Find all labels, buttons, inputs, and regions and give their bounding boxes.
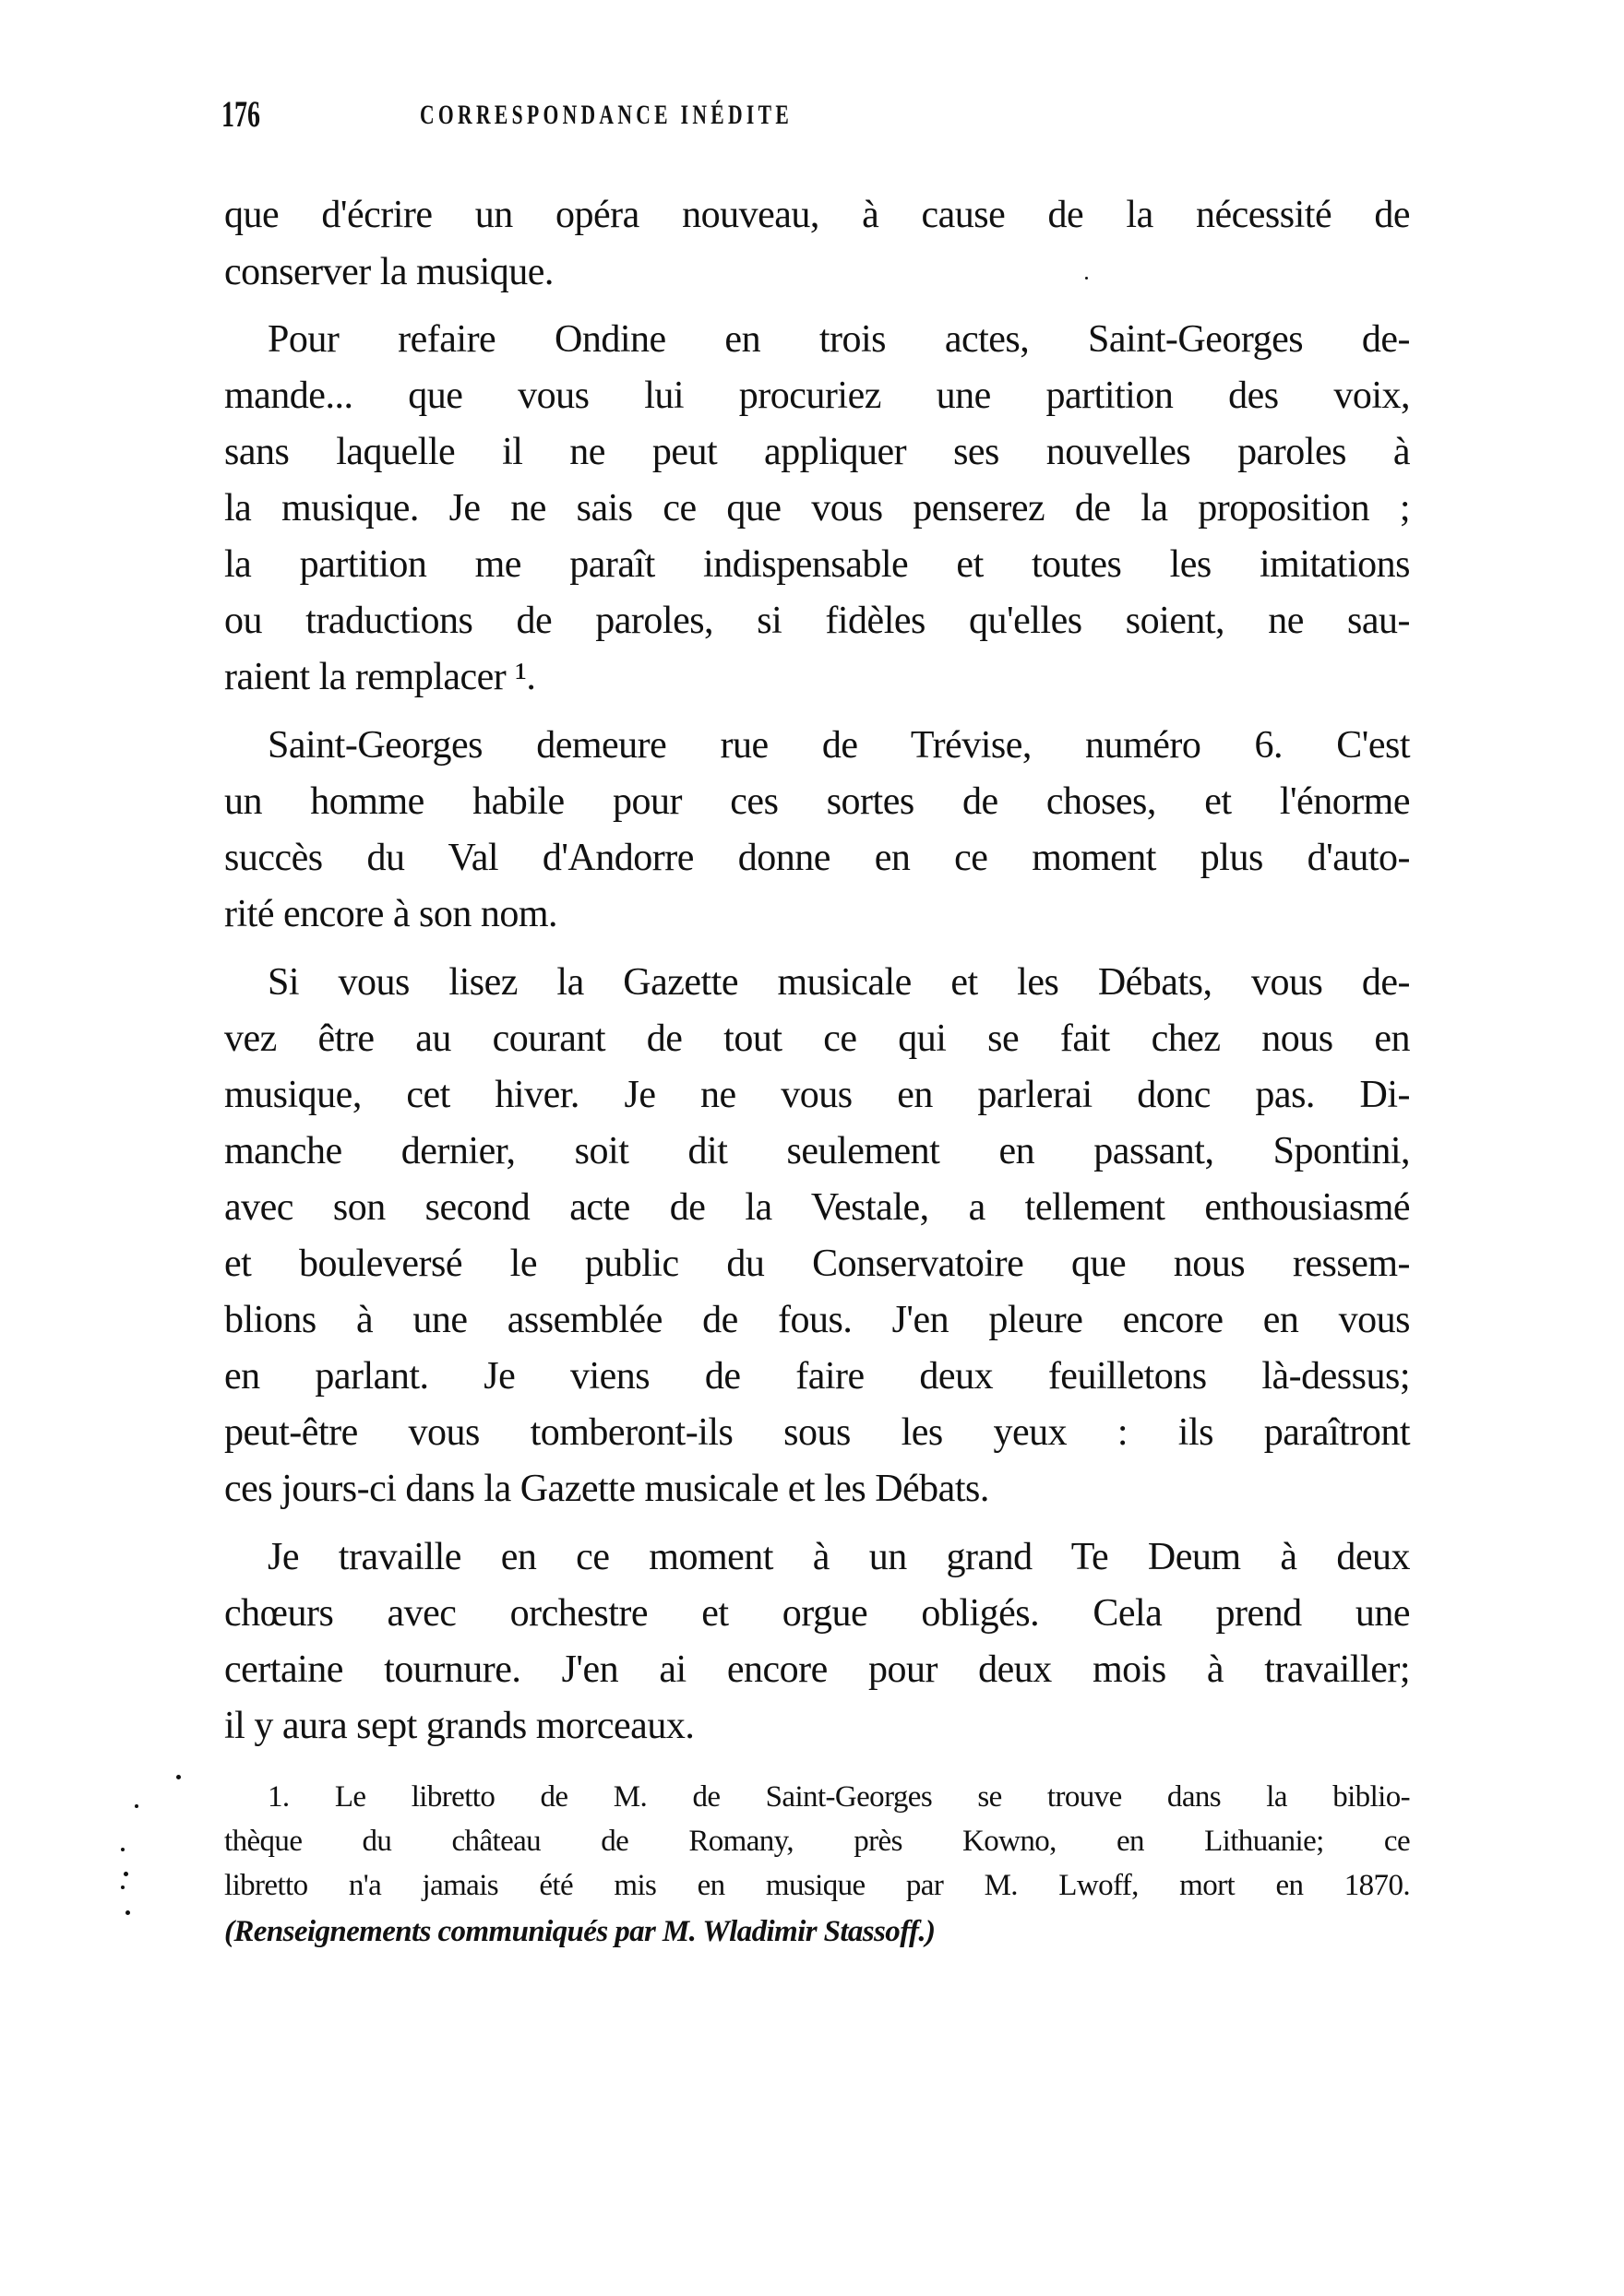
body-line: et bouleversé le public du Conservatoire que nous ressem- [224,1243,1410,1285]
running-header [221,92,1412,138]
body-line: ou traductions de paroles, si fidèles qu'elles soient, ne sau- [224,600,1410,642]
paragraph-first-line: Je travaille en ce moment à un grand Te Deum à deux [268,1536,1410,1578]
body-line: blions à une assemblée de fous. J'en pleure encore en vous [224,1299,1410,1341]
body-line: la partition me paraît indispensable et toutes les imitations [224,543,1410,586]
body-line: manche dernier, soit dit seulement en passant, Spontini, [224,1130,1410,1172]
scan-speck [1085,277,1088,280]
body-line: rité encore à son nom. [224,893,558,935]
body-line: musique, cet hiver. Je ne vous en parlerai donc pas. Di- [224,1074,1410,1116]
footnote-line: (Renseignements communiqués par M. Wladimir Stassoff.) [224,1915,936,1948]
scan-speck [124,1872,128,1876]
body-line: sans laquelle il ne peut appliquer ses nouvelles paroles à [224,431,1410,473]
body-line: raient la remplacer ¹. [224,656,536,698]
paragraph-first-line: Si vous lisez la Gazette musicale et les Débats, vous de- [268,961,1410,1004]
body-line: un homme habile pour ces sortes de choses, et l'énorme [224,780,1410,823]
footnote-line: libretto n'a jamais été mis en musique par M. Lwoff, mort en 1870. [224,1869,1410,1902]
body-line: que d'écrire un opéra nouveau, à cause de la nécessité de [224,194,1410,236]
footnote-line: 1. Le libretto de M. de Saint-Georges se trouve dans la biblio- [268,1780,1410,1814]
scan-speck [176,1775,181,1779]
body-line: la musique. Je ne sais ce que vous penserez de la proposition ; [224,487,1410,529]
body-line: avec son second acte de la Vestale, a tellement enthousiasmé [224,1186,1410,1229]
page-number: 176 [221,93,260,135]
scan-speck [125,1910,130,1915]
body-line: en parlant. Je viens de faire deux feuilletons là-dessus; [224,1355,1410,1398]
body-line: chœurs avec orchestre et orgue obligés. Cela prend une [224,1592,1410,1635]
paragraph-first-line: Saint-Georges demeure rue de Trévise, numéro 6. C'est [268,724,1410,767]
footnote-line: thèque du château de Romany, près Kowno, en Lithuanie; ce [224,1825,1410,1858]
body-line: certaine tournure. J'en ai encore pour deux mois à travailler; [224,1648,1410,1691]
body-line: succès du Val d'Andorre donne en ce moment plus d'auto- [224,837,1410,879]
body-line: il y aura sept grands morceaux. [224,1705,695,1747]
scan-speck [121,1886,125,1889]
body-line: vez être au courant de tout ce qui se fait chez nous en [224,1017,1410,1060]
scan-speck [135,1804,138,1808]
paragraph-first-line: Pour refaire Ondine en trois actes, Saint-Georges de- [268,318,1410,361]
body-line: mande... que vous lui procuriez une partition des voix, [224,375,1410,417]
body-line: conserver la musique. [224,251,554,293]
scan-speck [121,1848,125,1851]
body-line: ces jours-ci dans la Gazette musicale et les Débats. [224,1468,989,1510]
running-title: CORRESPONDANCE INÉDITE [420,100,794,130]
body-line: peut-être vous tomberont-ils sous les yeux : ils paraîtront [224,1411,1410,1454]
